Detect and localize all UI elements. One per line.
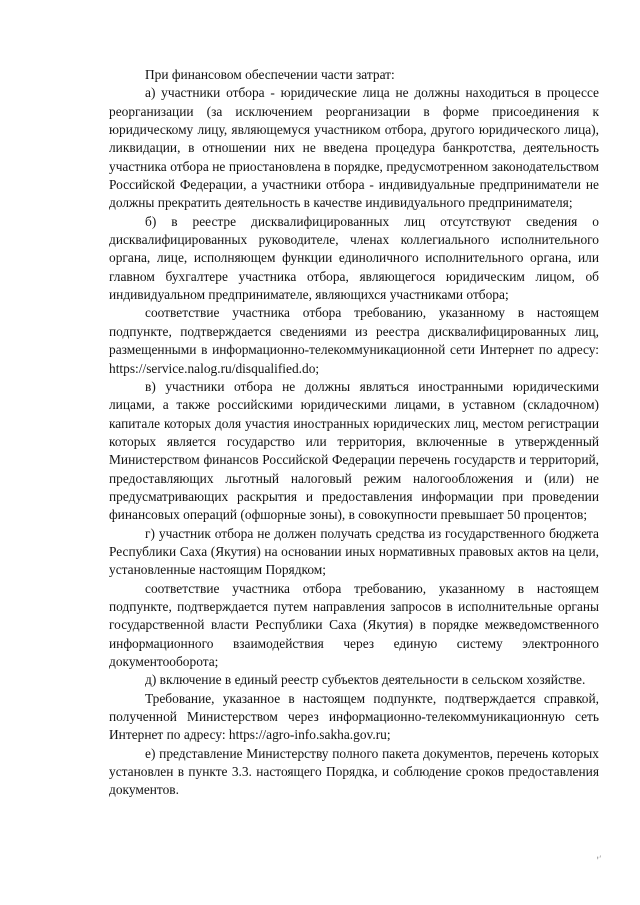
paragraph-a: а) участники отбора - юридические лица не должны находиться в процессе реорганизации (за исключением реорганизации в форме присоединения к юридическому лицу, являющемуся участником отбора, другого юридического лица), ликвидации, в отношении них не введена процедура банкротства, деятельность участника отбора не приостановлена в порядке, предусмотренном законодательством Российской Федерации, а участники отбора - индивидуальные предприниматели не должны прекратить деятельность в качестве индивидуального предпринимателя; bbox=[109, 85, 599, 211]
paragraph-d-confirmation: Требование, указанное в настоящем подпункте, подтверждается справкой, полученной Министерством через информационно-телекоммуникационную сеть Интернет по адресу: https://agro-info.sakha.gov.ru; bbox=[109, 690, 599, 743]
paragraph-b: б) в реестре дисквалифицированных лиц отсутствуют сведения о дисквалифицированных руководителе, членах коллегиального исполнительного органа, лице, исполняющем функции единоличного исполнительного органа, или главном бухгалтере участника отбора, являющегося юридическим лицом, об индивидуальном предпринимателе, являющихся участниками отбора; bbox=[109, 213, 599, 303]
document-body bbox=[109, 66, 599, 800]
paragraph-d: д) включение в единый реестр субъектов деятельности в сельском хозяйстве. bbox=[145, 672, 586, 688]
paragraph-e: е) представление Министерству полного пакета документов, перечень которых установлен в пункте 3.3. настоящего Порядка, и соблюдение сроков предоставления документов. bbox=[109, 745, 599, 798]
paragraph-g-confirmation: соответствие участника отбора требованию, указанному в настоящем подпункте, подтверждается путем направления запросов в исполнительные органы государственной власти Республики Саха (Якутия) в порядке межведомственного информационного взаимодействия через единую систему электронного документооборота; bbox=[109, 580, 599, 669]
paragraph-b-confirmation: соответствие участника отбора требованию, указанному в настоящем подпункте, подтверждается сведениями из реестра дисквалифицированных лиц, размещенными в информационно-телекоммуникационной сети Интернет по адресу: https://service.nalog.ru/disqualified.do; bbox=[109, 305, 599, 376]
scan-mark-icon: ’′ bbox=[594, 853, 606, 868]
paragraph-v: в) участники отбора не должны являться иностранными юридическими лицами, а также российскими юридическими лицами, в уставном (складочном) капитале которых доля участия иностранных юридических лиц, местом регистрации которых является государство или территория, включенные в утвержденный Министерством финансов Российской Федерации перечень государств и территорий, предоставляющих льготный налоговый режим налогообложения и (или) не предусматривающих раскрытия и предоставления информации при проведении финансовых операций (офшорные зоны), в совокупности превышает 50 процентов; bbox=[109, 378, 599, 523]
paragraph-g: г) участник отбора не должен получать средства из государственного бюджета Республики Саха (Якутия) на основании иных нормативных правовых актов на цели, установленные настоящим Порядком; bbox=[109, 525, 599, 578]
intro-paragraph: При финансовом обеспечении части затрат: bbox=[145, 67, 395, 82]
